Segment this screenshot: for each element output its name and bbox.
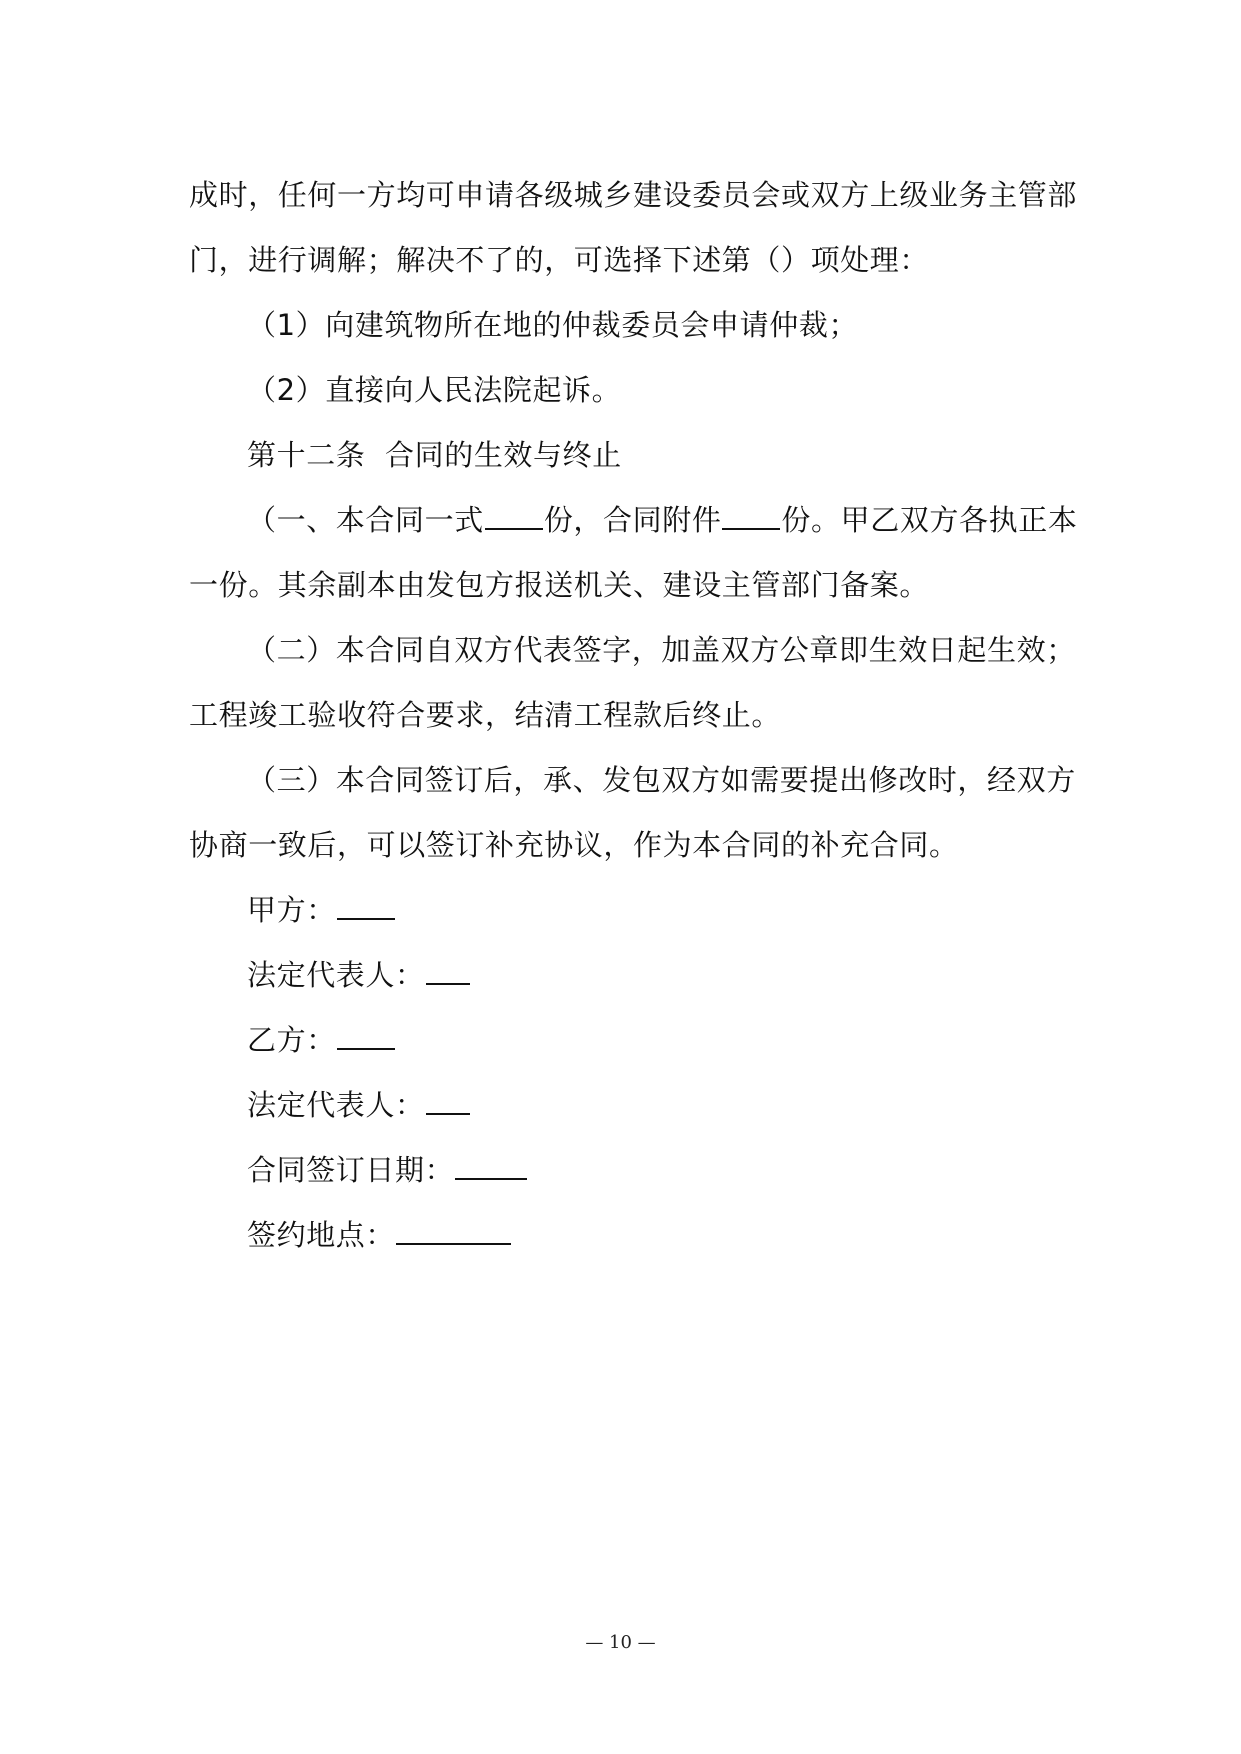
signature-blank xyxy=(426,955,470,985)
page-number: — 10 — xyxy=(585,1632,656,1653)
signature-blank xyxy=(337,890,395,920)
signature-label: 甲方： xyxy=(247,893,336,927)
clause-text: （一、本合同一式 xyxy=(247,503,484,537)
clause-text: 份。甲乙双方各执正本 xyxy=(781,503,1078,537)
signature-blank xyxy=(426,1085,470,1115)
clause-text: 份，合同附件 xyxy=(543,503,722,537)
list-item: （1）向建筑物所在地的仲裁委员会申请仲裁； xyxy=(247,308,859,342)
blank-attachments xyxy=(722,500,780,530)
paragraph-line: （三）本合同签订后，承、发包双方如需要提出修改时，经双方 xyxy=(247,763,1076,797)
section-heading: 第十二条 合同的生效与终止 xyxy=(247,438,622,472)
signature-legal-rep-b xyxy=(189,1073,1054,1138)
signature-label: 乙方： xyxy=(247,1023,336,1057)
paragraph-line: 门，进行调解；解决不了的，可选择下述第（）项处理： xyxy=(189,243,930,277)
document-body xyxy=(189,163,1078,1268)
signature-date xyxy=(189,1138,1054,1203)
paragraph-line: 协商一致后，可以签订补充协议，作为本合同的补充合同。 xyxy=(189,828,959,862)
signature-label: 签约地点： xyxy=(247,1218,396,1252)
signature-label: 法定代表人： xyxy=(247,958,425,992)
paragraph-line: 工程竣工验收符合要求，结清工程款后终止。 xyxy=(189,698,782,732)
signature-legal-rep-a xyxy=(189,943,1054,1008)
signature-blank xyxy=(337,1020,395,1050)
signature-label: 法定代表人： xyxy=(247,1088,425,1122)
paragraph-line xyxy=(189,488,1078,553)
signature-party-a xyxy=(189,878,1054,943)
blank-copies xyxy=(485,500,543,530)
list-item: （2）直接向人民法院起诉。 xyxy=(247,373,622,407)
paragraph-line: 成时，任何一方均可申请各级城乡建设委员会或双方上级业务主管部 xyxy=(189,178,1078,212)
paragraph-line: 一份。其余副本由发包方报送机关、建设主管部门备案。 xyxy=(189,568,930,602)
signature-place xyxy=(189,1203,1054,1268)
signature-party-b xyxy=(189,1008,1054,1073)
signature-blank xyxy=(396,1215,511,1245)
paragraph-line: （二）本合同自双方代表签字，加盖双方公章即生效日起生效； xyxy=(247,633,1076,667)
signature-blank xyxy=(455,1150,527,1180)
signature-label: 合同签订日期： xyxy=(247,1153,455,1187)
